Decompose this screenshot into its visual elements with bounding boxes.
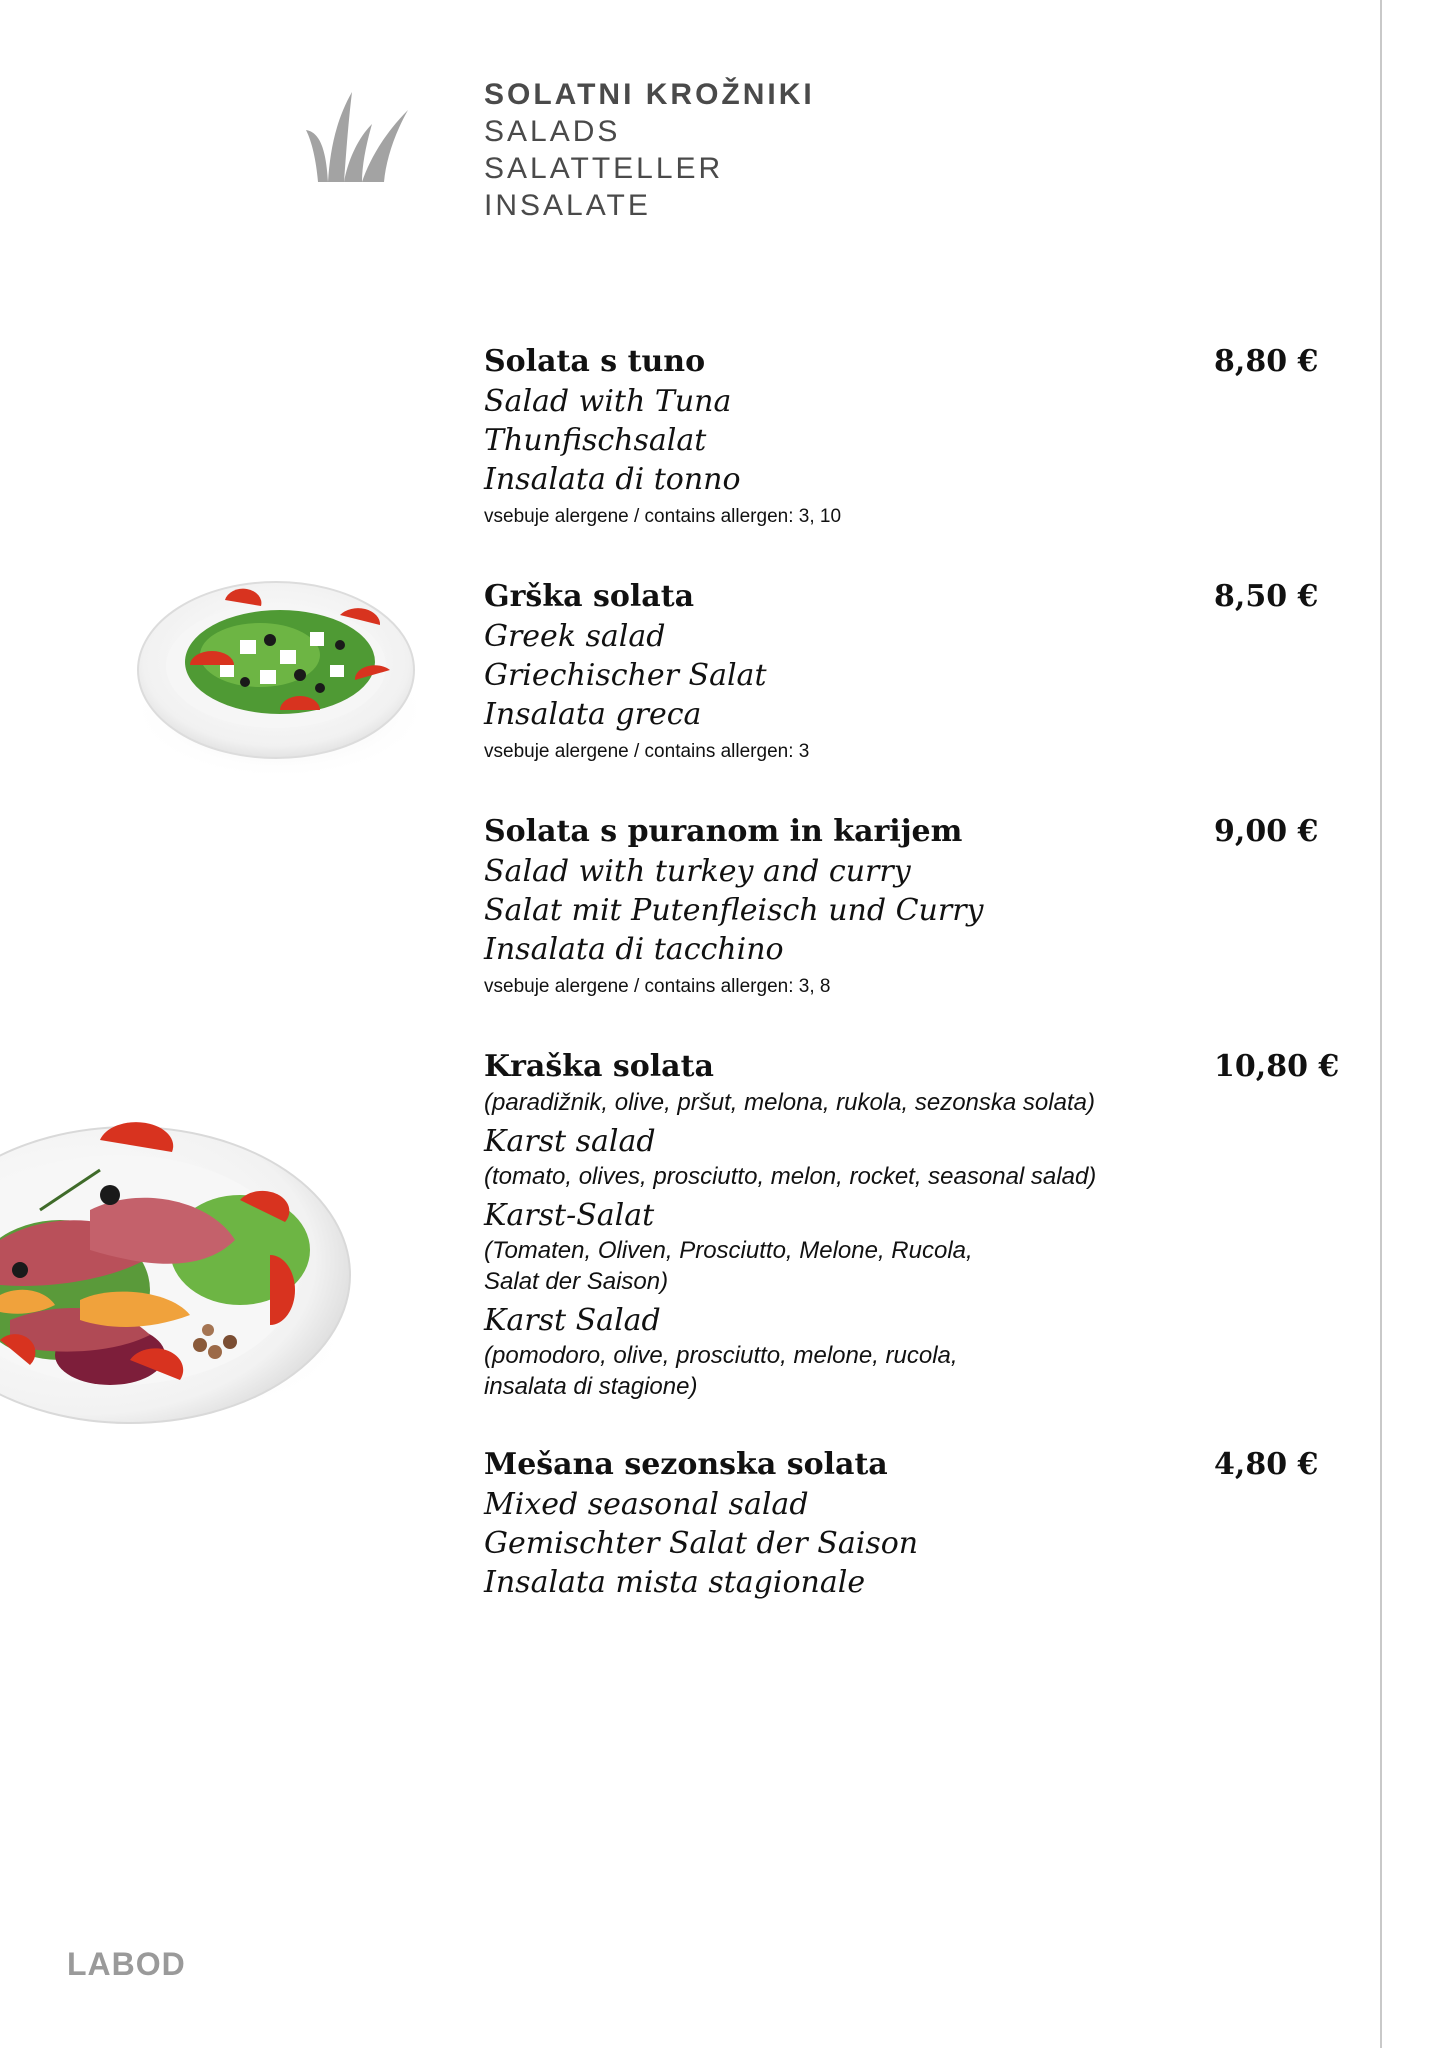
item-name-en: Greek salad (484, 619, 666, 654)
item-name-en: Karst salad (484, 1124, 656, 1159)
item-price: 8,50 € (1214, 579, 1319, 614)
item-name-de: Salat mit Putenfleisch und Curry (484, 893, 984, 928)
item-name: Solata s tuno (484, 344, 706, 379)
item-name-de: Griechischer Salat (484, 658, 767, 693)
item-allergens: vsebuje alergene / contains allergen: 3, 10 (484, 506, 842, 527)
item-price: 10,80 € (1214, 1049, 1340, 1084)
section-title-de: SALATTELLER (484, 152, 724, 185)
item-description-de-line-1: (Tomaten, Oliven, Prosciutto, Melone, Rucola, (484, 1237, 973, 1264)
item-name-en: Mixed seasonal salad (484, 1487, 809, 1522)
section-title-it: INSALATE (484, 189, 651, 222)
footer-brand: LABOD (67, 1946, 186, 1982)
menu-item-greek-salad (484, 577, 1324, 770)
item-name-en: Salad with Tuna (484, 384, 732, 419)
item-name: Solata s puranom in karijem (484, 814, 963, 849)
item-description-de (484, 1235, 1324, 1297)
item-description-de-line-2: Salat der Saison) (484, 1268, 669, 1295)
item-name: Kraška solata (484, 1049, 714, 1084)
menu-item-tuna-salad (484, 342, 1324, 535)
item-name: Mešana sezonska solata (484, 1447, 888, 1482)
menu-item-mixed-seasonal-salad (484, 1445, 1324, 1602)
item-description-en: (tomato, olives, prosciutto, melon, rocket, seasonal salad) (484, 1163, 1097, 1190)
menu-section-header (484, 76, 815, 224)
item-name: Grška solata (484, 579, 695, 614)
menu-item-turkey-curry-salad (484, 812, 1324, 1005)
item-price: 4,80 € (1214, 1447, 1319, 1482)
item-description-it (484, 1340, 1324, 1402)
right-margin-rule (1380, 0, 1382, 2048)
item-name-it: Insalata di tacchino (484, 932, 784, 967)
item-name-it: Insalata mista stagionale (484, 1565, 866, 1600)
greek-salad-photo (130, 570, 430, 790)
item-name-de: Karst-Salat (484, 1198, 655, 1233)
labod-logo-icon (300, 90, 410, 185)
item-allergens: vsebuje alergene / contains allergen: 3, 8 (484, 976, 831, 997)
item-description-it-line-2: insalata di stagione) (484, 1373, 698, 1400)
item-allergens: vsebuje alergene / contains allergen: 3 (484, 741, 810, 762)
menu-item-karst-salad (484, 1047, 1340, 1406)
karst-salad-photo (0, 1090, 360, 1450)
item-name-it: Insalata greca (484, 697, 702, 732)
item-price: 8,80 € (1214, 344, 1319, 379)
item-description-it-line-1: (pomodoro, olive, prosciutto, melone, rucola, (484, 1342, 958, 1369)
item-name-it: Karst Salad (484, 1303, 661, 1338)
item-name-de: Gemischter Salat der Saison (484, 1526, 919, 1561)
item-name-it: Insalata di tonno (484, 462, 741, 497)
item-description-sl: (paradižnik, olive, pršut, melona, rukola, sezonska solata) (484, 1089, 1095, 1116)
section-title: SOLATNI KROŽNIKI (484, 78, 815, 111)
section-title-en: SALADS (484, 115, 621, 148)
item-name-en: Salad with turkey and curry (484, 854, 911, 889)
item-name-de: Thunfischsalat (484, 423, 707, 458)
item-price: 9,00 € (1214, 814, 1319, 849)
